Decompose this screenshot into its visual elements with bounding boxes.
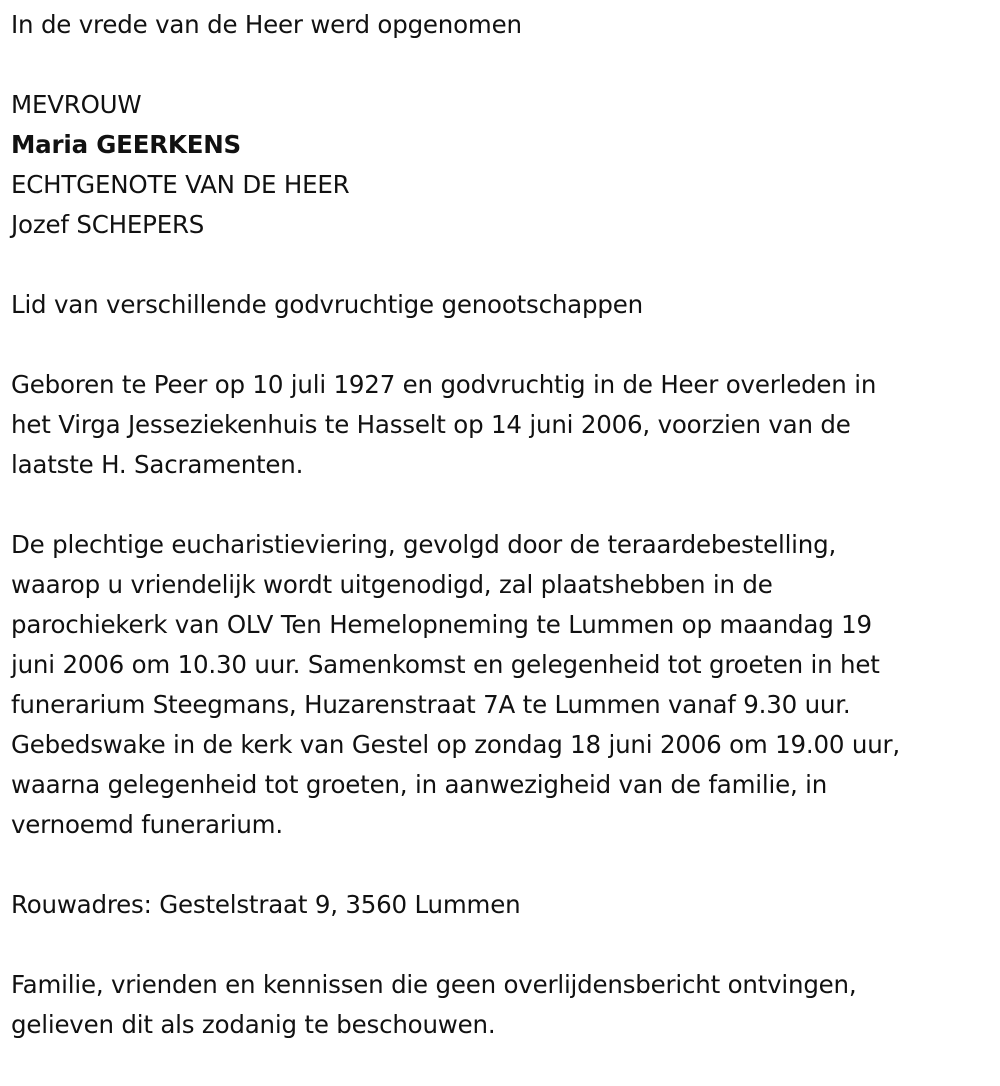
membership-text: Lid van verschillende godvruchtige genootschappen	[11, 290, 643, 319]
spacer	[11, 45, 989, 85]
intro-text: In de vrede van de Heer werd opgenomen	[11, 10, 522, 39]
paragraph-line: vernoemd funerarium.	[11, 810, 283, 839]
spacer	[11, 845, 989, 885]
paragraph-line: waarop u vriendelijk wordt uitgenodigd, zal plaatshebben in de	[11, 570, 773, 599]
paragraph-line: De plechtige eucharistieviering, gevolgd door de teraardebestelling,	[11, 530, 837, 559]
paragraph-line: parochiekerk van OLV Ten Hemelopneming te Lummen op maandag 19	[11, 610, 872, 639]
ceremony-paragraph	[11, 525, 989, 845]
spacer	[11, 245, 989, 285]
paragraph-line: Familie, vrienden en kennissen die geen overlijdensbericht ontvingen,	[11, 970, 857, 999]
paragraph-line: Gebedswake in de kerk van Gestel op zondag 18 juni 2006 om 19.00 uur,	[11, 730, 900, 759]
paragraph-line: juni 2006 om 10.30 uur. Samenkomst en gelegenheid tot groeten in het	[11, 650, 880, 679]
honorific: MEVROUW	[11, 90, 142, 119]
mourning-address: Rouwadres: Gestelstraat 9, 3560 Lummen	[11, 890, 521, 919]
relation-text: ECHTGENOTE VAN DE HEER	[11, 170, 350, 199]
paragraph-line: funerarium Steegmans, Huzarenstraat 7A te Lummen vanaf 9.30 uur.	[11, 690, 851, 719]
paragraph-line: Geboren te Peer op 10 juli 1927 en godvruchtig in de Heer overleden in	[11, 370, 877, 399]
deceased-name: Maria GEERKENS	[11, 130, 241, 159]
closing-paragraph	[11, 965, 989, 1045]
spouse-name: Jozef SCHEPERS	[11, 210, 205, 239]
paragraph-line: gelieven dit als zodanig te beschouwen.	[11, 1010, 496, 1039]
spacer	[11, 325, 989, 365]
paragraph-line: waarna gelegenheid tot groeten, in aanwezigheid van de familie, in	[11, 770, 828, 799]
birth-death-paragraph	[11, 365, 989, 485]
spacer	[11, 925, 989, 965]
paragraph-line: het Virga Jesseziekenhuis te Hasselt op 14 juni 2006, voorzien van de	[11, 410, 851, 439]
paragraph-line: laatste H. Sacramenten.	[11, 450, 304, 479]
spacer	[11, 485, 989, 525]
